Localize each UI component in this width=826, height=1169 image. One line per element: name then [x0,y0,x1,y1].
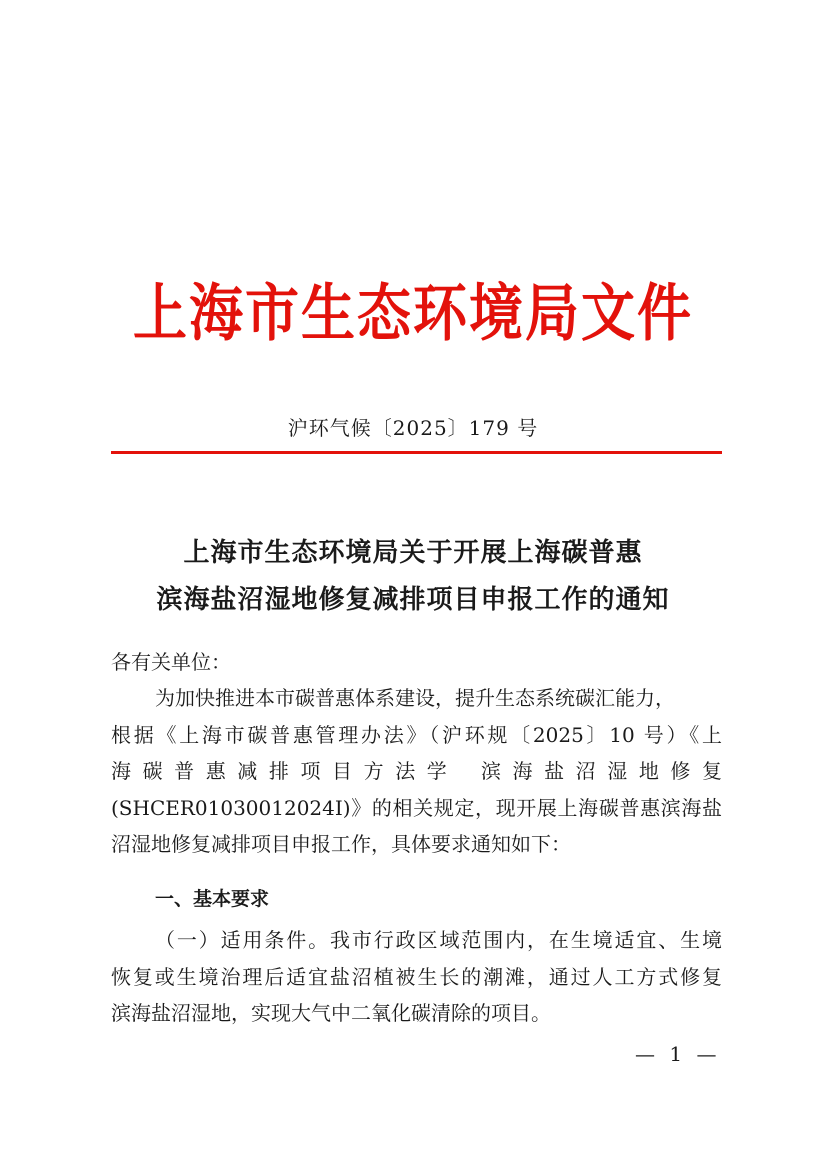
paragraph-conditions-line-2: 恢复或生境治理后适宜盐沼植被生长的潮滩，通过人工方式修复 [111,964,722,989]
page-number: — 1 — [635,1042,721,1066]
paragraph-intro [111,680,722,863]
red-divider-line [111,451,722,454]
paragraph-intro-line-4: (SHCER01030012024I)》的相关规定，现开展上海碳普惠滨海盐 [111,795,722,820]
salutation: 各有关单位： [111,650,231,674]
paragraph-intro-line-1: 为加快推进本市碳普惠体系建设，提升生态系统碳汇能力， [155,686,675,710]
paragraph-applicable-conditions [111,922,722,1032]
paragraph-conditions-line-3: 滨海盐沼湿地，实现大气中二氧化碳清除的项目。 [111,1001,551,1025]
paragraph-conditions-line-1: （一）适用条件。我市行政区域范围内，在生境适宜、生境 [155,928,722,952]
document-masthead: 上海市生态环境局文件 [133,276,693,350]
document-title-line-2: 滨海盐沼湿地修复减排项目申报工作的通知 [156,585,670,615]
paragraph-intro-line-2: 根据《上海市碳普惠管理办法》（沪环规〔2025〕10 号）《上 [111,722,722,747]
paragraph-intro-line-5: 沼湿地修复减排项目申报工作，具体要求通知如下： [111,832,571,856]
document-title-line-1: 上海市生态环境局关于开展上海碳普惠 [183,538,643,568]
section-heading-basic-requirements: 一、基本要求 [155,888,270,910]
document-number: 沪环气候〔2025〕179 号 [287,416,539,440]
paragraph-intro-line-3: 海 碳 普 惠 减 排 项 目 方 法 学 滨 海 盐 沼 湿 地 修 复 [111,759,722,783]
